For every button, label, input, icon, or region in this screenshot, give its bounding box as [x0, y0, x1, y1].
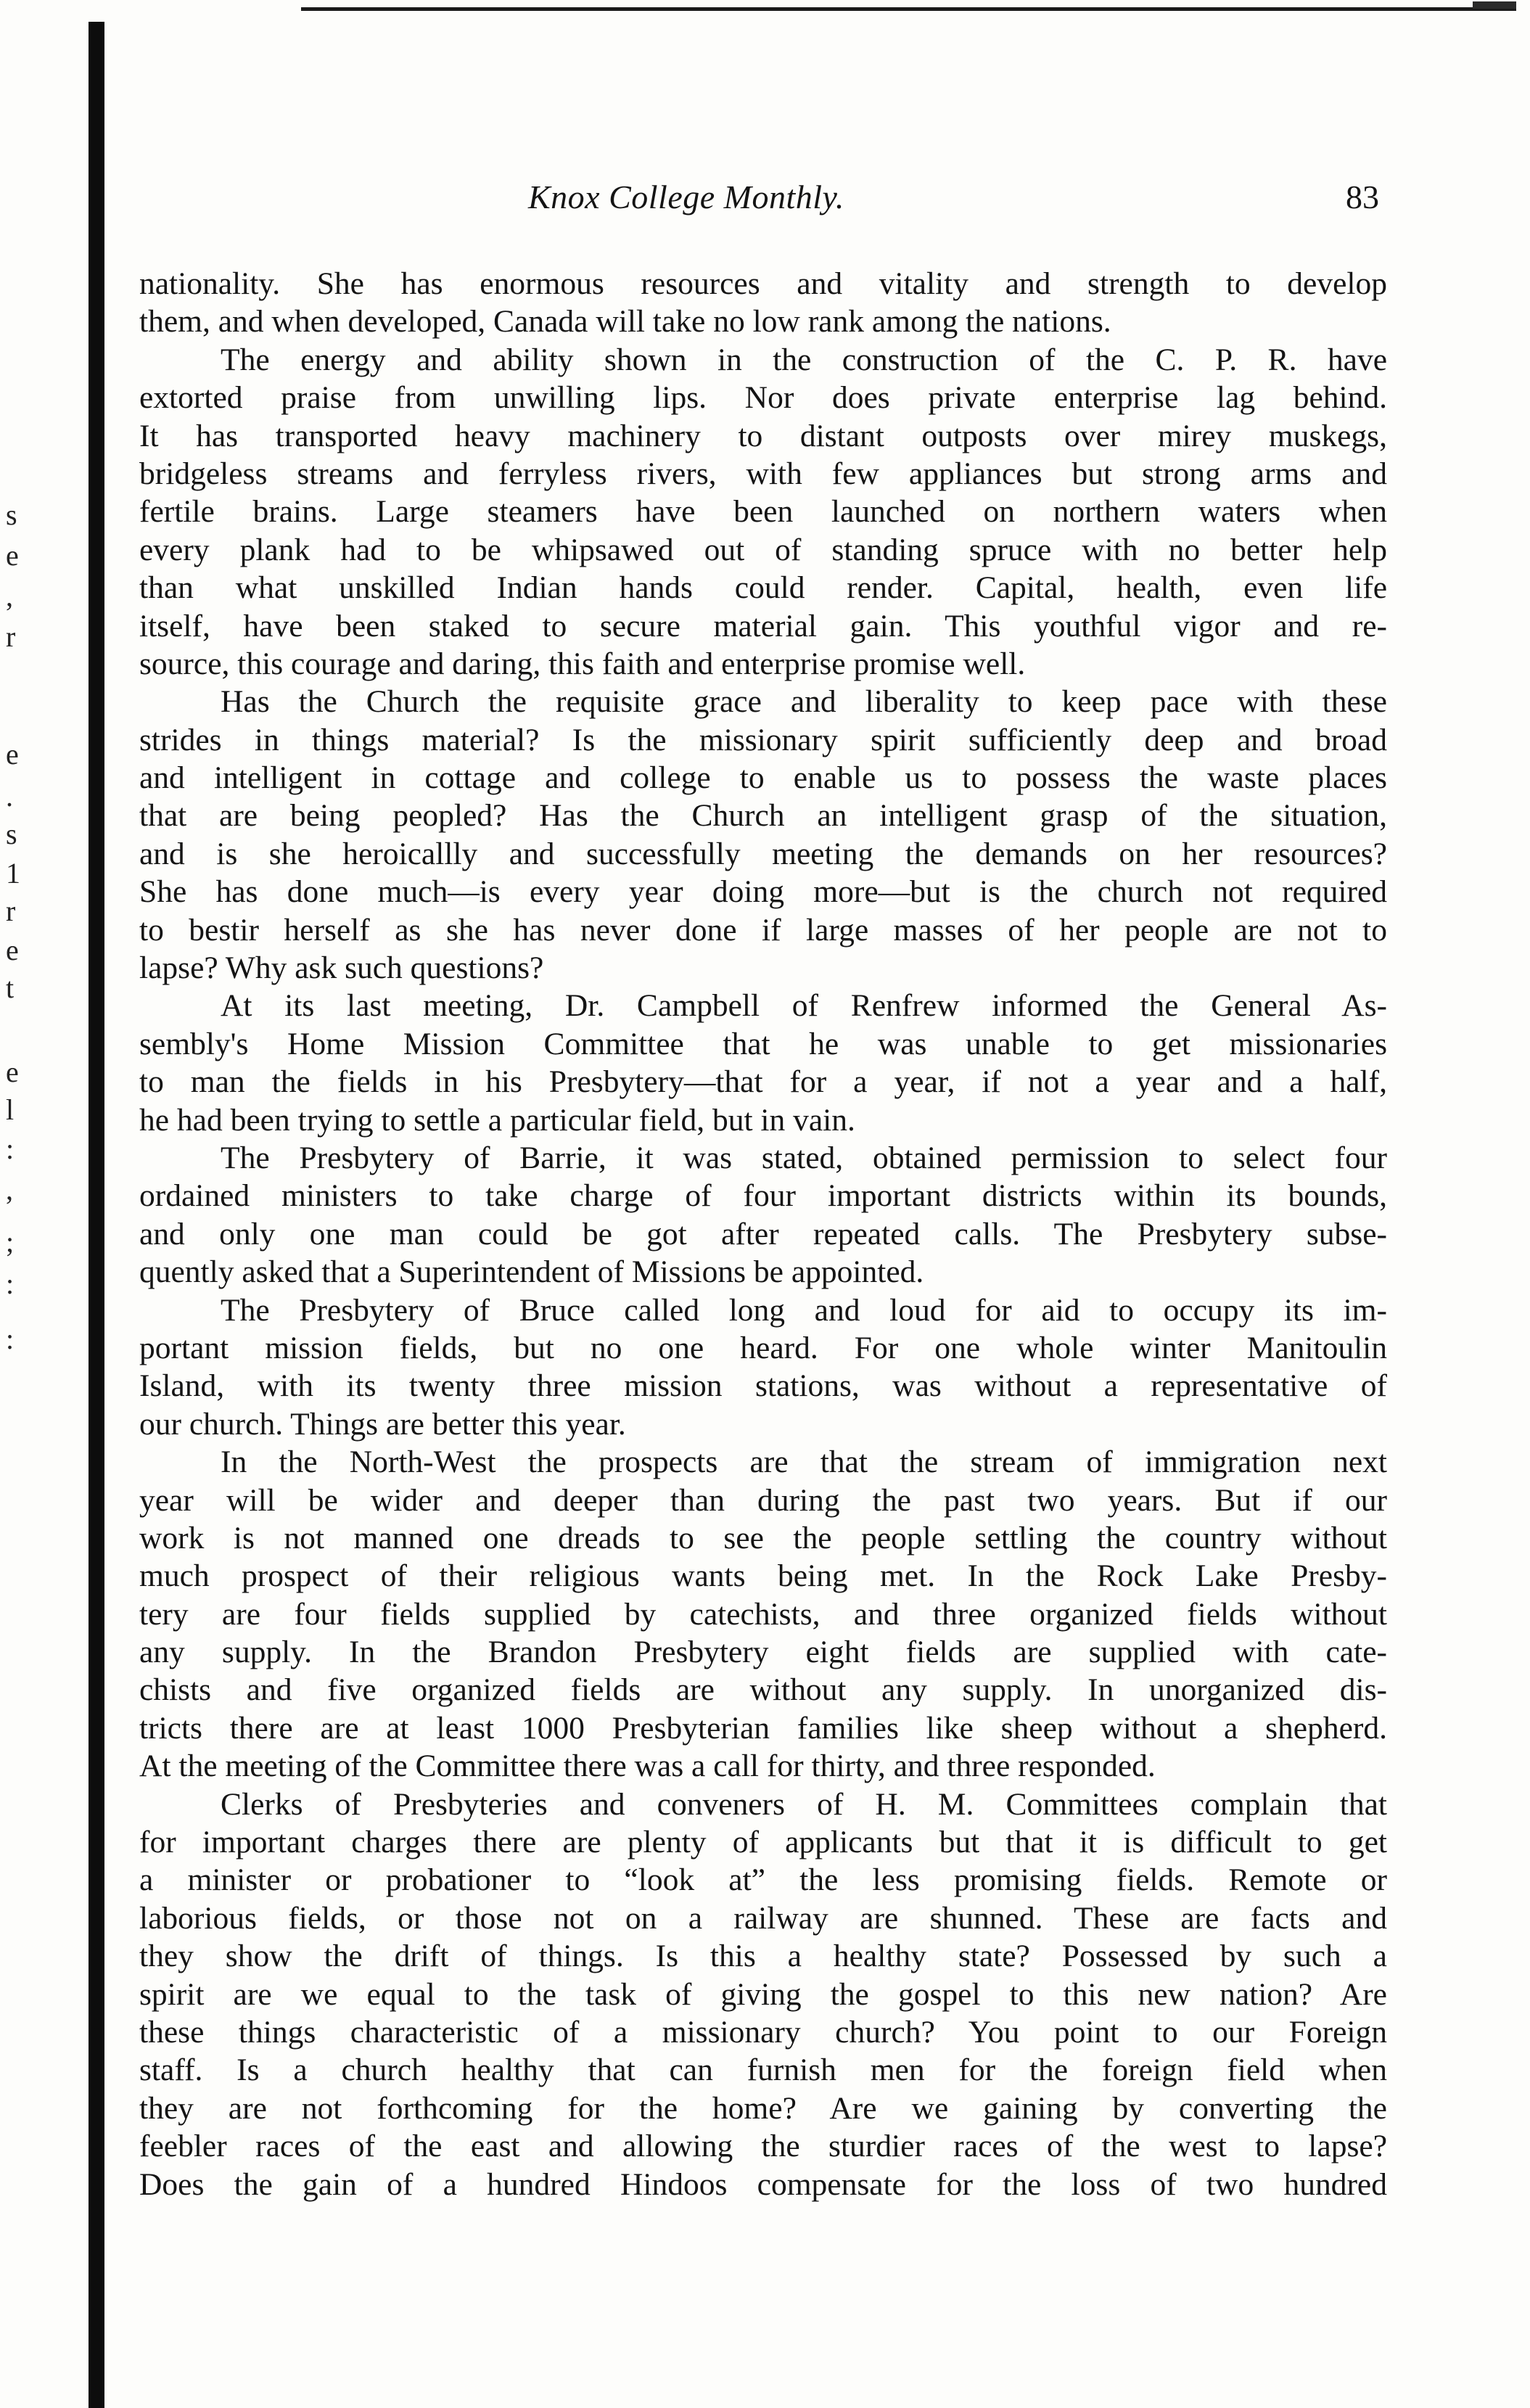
text-line: extorted praise from unwilling lips. Nor does private enterprise lag behind.: [139, 380, 1387, 416]
text-line: spirit are we equal to the task of giving the gospel to this new nation? Are: [139, 1976, 1387, 2012]
text-line: fertile brains. Large steamers have been launched on northern waters when: [139, 494, 1387, 530]
text-line: and only one man could be got after repeated calls. The Presbytery subse-: [139, 1216, 1387, 1252]
text-line: feebler races of the east and allowing the sturdier races of the west to lapse?: [139, 2129, 1387, 2164]
text-line: It has transported heavy machinery to distant outposts over mirey muskegs,: [139, 418, 1387, 453]
paragraph-start-line: The Presbytery of Barrie, it was stated, obtained permission to select four: [221, 1140, 1387, 1175]
paragraph-start-line: At its last meeting, Dr. Campbell of Renfrew informed the General As-: [221, 988, 1387, 1024]
gutter-mark: :: [6, 1267, 15, 1300]
gutter-mark: s: [6, 498, 17, 531]
text-line: to bestir herself as she has never done if large masses of her people are not to: [139, 912, 1387, 948]
paragraph-start-line: In the North-West the prospects are that the stream of immigration next: [221, 1445, 1387, 1480]
text-line: every plank had to be whipsawed out of standing spruce with no better help: [139, 532, 1387, 567]
text-line: tricts there are at least 1000 Presbyterian families like sheep without a shepherd.: [139, 1710, 1387, 1746]
gutter-mark: r: [6, 895, 16, 927]
text-line: nationality. She has enormous resources and vitality and strength to develop: [139, 266, 1387, 301]
gutter-mark: t: [6, 971, 15, 1004]
paragraph-start-line: The energy and ability shown in the construction of the C. P. R. have: [221, 342, 1387, 377]
text-line: than what unskilled Indian hands could render. Capital, health, even life: [139, 570, 1387, 606]
text-line: itself, have been staked to secure material gain. This youthful vigor and re-: [139, 608, 1387, 644]
page-number: 83: [1346, 178, 1379, 215]
text-line: our church. Things are better this year.: [139, 1406, 626, 1442]
gutter-mark: 1: [6, 857, 20, 889]
text-line: quently asked that a Superintendent of Missions be appointed.: [139, 1254, 924, 1290]
text-line: bridgeless streams and ferryless rivers, with few appliances but strong arms and: [139, 456, 1387, 491]
text-line: lapse? Why ask such questions?: [139, 950, 544, 986]
text-line: he had been trying to settle a particular field, but in vain.: [139, 1102, 855, 1138]
text-line: tery are four fields supplied by catechists, and three organized fields without: [139, 1596, 1387, 1632]
gutter-mark: e: [6, 539, 19, 572]
text-line: ordained ministers to take charge of four important districts within its bounds,: [139, 1178, 1387, 1214]
text-line: sembly's Home Mission Committee that he was unable to get missionaries: [139, 1026, 1387, 1061]
text-line: they are not forthcoming for the home? Are we gaining by converting the: [139, 2090, 1387, 2126]
top-rule: [301, 7, 1516, 11]
gutter-mark: .: [6, 780, 13, 813]
text-line: staff. Is a church healthy that can furnish men for the foreign field when: [139, 2052, 1387, 2088]
text-line: much prospect of their religious wants being met. In the Rock Lake Presby-: [139, 1558, 1387, 1594]
paragraph-start-line: Clerks of Presbyteries and conveners of H. M. Committees complain that: [221, 1786, 1387, 1822]
gutter-mark: s: [6, 818, 17, 850]
text-line: to man the fields in his Presbytery—that for a year, if not a year and a half,: [139, 1064, 1387, 1100]
text-line: year will be wider and deeper than during the past two years. But if our: [139, 1482, 1387, 1518]
text-line: and intelligent in cottage and college to enable us to possess the waste places: [139, 760, 1387, 796]
text-line: for important charges there are plenty of applicants but that it is difficult to get: [139, 1825, 1387, 1860]
gutter-mark: ,: [6, 1173, 13, 1206]
paragraph-start-line: The Presbytery of Bruce called long and loud for aid to occupy its im-: [221, 1292, 1387, 1328]
text-line: and is she heroicallly and successfully meeting the demands on her resources?: [139, 836, 1387, 871]
text-line: chists and five organized fields are without any supply. In unorganized dis-: [139, 1672, 1387, 1708]
running-head: [0, 177, 1530, 221]
journal-title: Knox College Monthly.: [528, 178, 844, 215]
top-rule-edge: [1473, 1, 1516, 9]
text-line: Does the gain of a hundred Hindoos compensate for the loss of two hundred: [139, 2166, 1387, 2202]
gutter-mark: :: [6, 1133, 15, 1165]
text-line: these things characteristic of a missionary church? You point to our Foreign: [139, 2014, 1387, 2050]
gutter-mark: r: [6, 620, 16, 653]
text-line: source, this courage and daring, this faith and enterprise promise well.: [139, 646, 1026, 681]
gutter-mark: l: [6, 1093, 15, 1126]
article-body: [139, 265, 1387, 2203]
text-line: that are being peopled? Has the Church an intelligent grasp of the situation,: [139, 798, 1387, 834]
gutter-mark: e: [6, 1056, 19, 1088]
text-line: strides in things material? Is the missionary spirit sufficiently deep and broad: [139, 722, 1387, 757]
paragraph-start-line: Has the Church the requisite grace and liberality to keep pace with these: [221, 684, 1387, 720]
text-line: a minister or probationer to “look at” the less promising fields. Remote or: [139, 1862, 1387, 1898]
gutter-mark: :: [6, 1323, 15, 1355]
text-line: portant mission fields, but no one heard. For one whole winter Manitoulin: [139, 1330, 1387, 1365]
binding-edge: [89, 22, 104, 2408]
gutter-mark: ;: [6, 1225, 15, 1258]
text-line: any supply. In the Brandon Presbytery eight fields are supplied with cate-: [139, 1635, 1387, 1670]
text-line: Island, with its twenty three mission stations, was without a representative of: [139, 1368, 1387, 1404]
text-line: laborious fields, or those not on a railway are shunned. These are facts and: [139, 1900, 1387, 1936]
gutter-mark: ,: [6, 580, 13, 612]
gutter-mark: e: [6, 934, 19, 966]
text-line: work is not manned one dreads to see the people settling the country without: [139, 1520, 1387, 1556]
gutter-mark: e: [6, 738, 19, 771]
text-line: At the meeting of the Committee there was a call for thirty, and three responded.: [139, 1749, 1156, 1784]
text-line: they show the drift of things. Is this a healthy state? Possessed by such a: [139, 1939, 1387, 1974]
text-line: She has done much—is every year doing more—but is the church not required: [139, 874, 1387, 910]
text-line: them, and when developed, Canada will take no low rank among the nations.: [139, 304, 1111, 340]
